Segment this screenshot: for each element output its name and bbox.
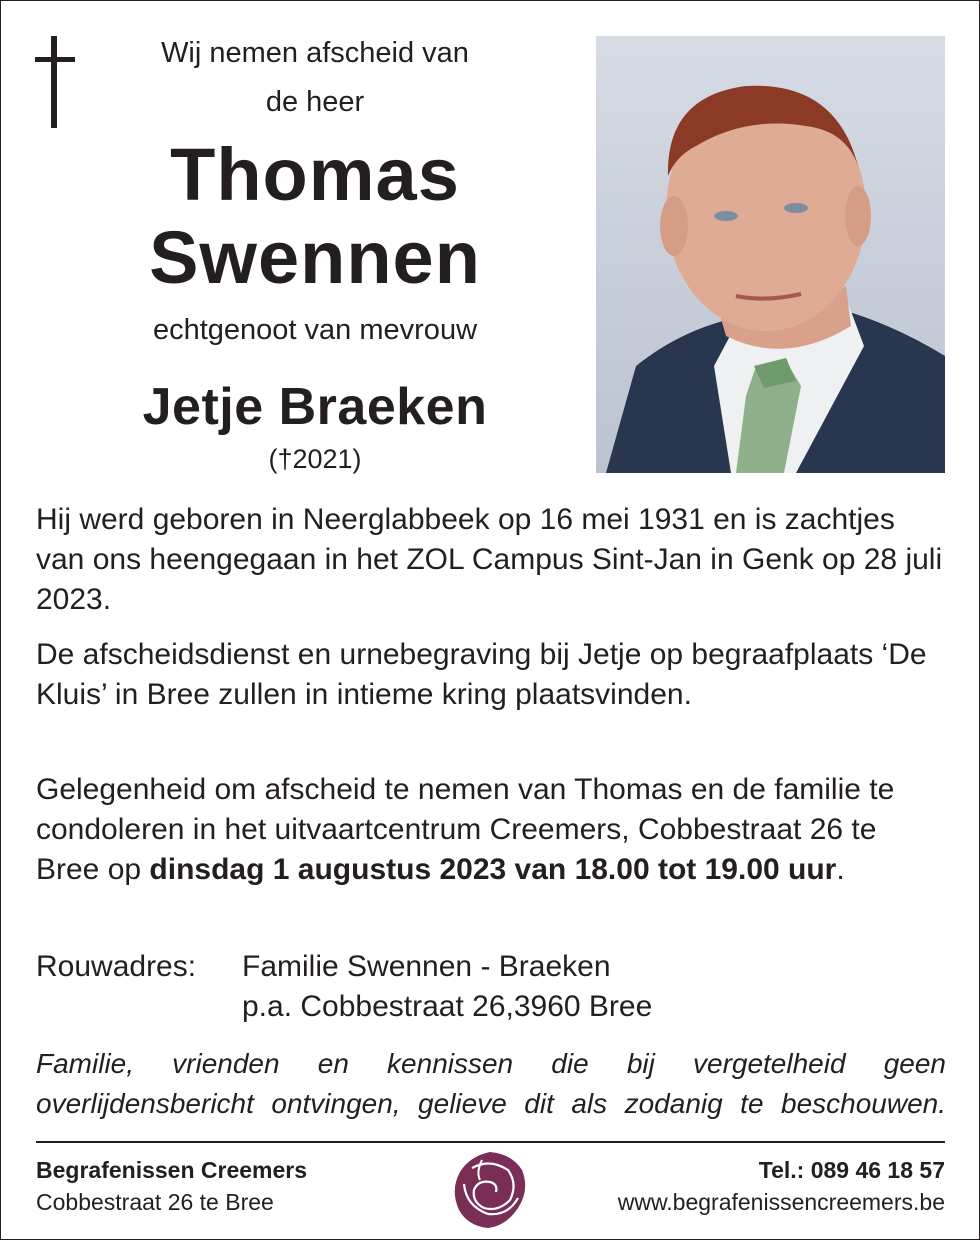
funeral-home-address: Cobbestraat 26 te Bree <box>36 1189 274 1215</box>
paragraph-service: De afscheidsdienst en urnebegraving bij Jetje op begraafplaats ‘De Kluis’ in Bree zullen in intieme kring plaatsvinden. <box>36 638 927 711</box>
address-line-2: p.a. Cobbestraat 26,3960 Bree <box>242 990 653 1023</box>
funeral-home-website[interactable]: www.begrafenissencreemers.be <box>617 1189 945 1215</box>
funeral-home-name: Begrafenissen Creemers <box>36 1157 308 1183</box>
visitation-period: . <box>836 853 845 886</box>
paragraph-visitation <box>36 770 946 890</box>
rose-logo-icon <box>452 1150 528 1230</box>
visitation-date-time: dinsdag 1 augustus 2023 van 18.00 tot 19.00 uur <box>149 853 837 886</box>
address-label: Rouwadres: <box>36 950 197 983</box>
portrait-photo <box>596 36 945 473</box>
address-line-1: Familie Swennen - Braeken <box>242 950 611 983</box>
intro-line-1: Wij nemen afscheid van <box>161 37 469 69</box>
footer-divider <box>36 1141 945 1143</box>
deceased-first-name: Thomas <box>170 133 460 216</box>
spouse-death-year: (†2021) <box>268 444 362 474</box>
notice-note: Familie, vrienden en kennissen die bij vergetelheid geen overlijdensbericht ontvingen, gelieve dit als zodanig te beschouwen. <box>36 1048 946 1119</box>
deceased-last-name: Swennen <box>149 216 481 299</box>
spouse-label: echtgenoot van mevrouw <box>152 314 478 346</box>
intro-line-2: de heer <box>265 86 365 118</box>
funeral-home-phone: Tel.: 089 46 18 57 <box>758 1157 945 1183</box>
spouse-name: Jetje Braeken <box>142 378 488 436</box>
paragraph-birth-death: Hij werd geboren in Neerglabbeek op 16 mei 1931 en is zachtjes van ons heengegaan in het ZOL Campus Sint-Jan in Genk op 28 juli 2023. <box>36 503 943 616</box>
visitation-text: Gelegenheid om afscheid te nemen van Thomas en de familie te condoleren in het uitvaartcentrum Creemers, Cobbestraat 26 te Bree op <box>36 773 895 886</box>
